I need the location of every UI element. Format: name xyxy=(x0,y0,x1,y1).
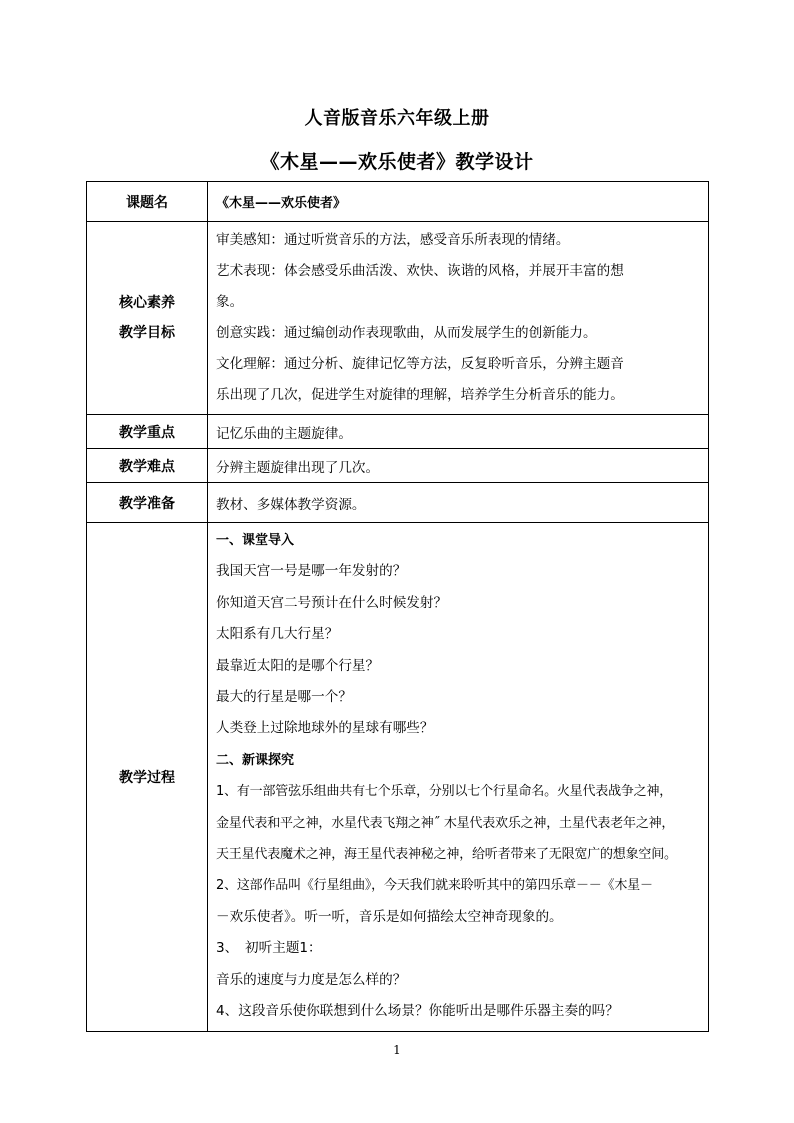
table-row-topic xyxy=(87,182,709,222)
question-line: 你知道天宫二号预计在什么时候发射？ xyxy=(216,594,448,611)
table-row-process xyxy=(87,523,709,1032)
key-point-value: 记忆乐曲的主题旋律。 xyxy=(208,415,709,449)
preparation-value: 教材、多媒体教学资源。 xyxy=(208,483,709,523)
question-line: 人类登上过除地球外的星球有哪些？ xyxy=(216,720,434,737)
process-content xyxy=(208,523,709,1032)
preparation-label: 教学准备 xyxy=(87,483,208,523)
body-line: 1、有一部管弦乐组曲共有七个乐章，分别以七个行星命名。火星代表战争之神， xyxy=(216,784,673,800)
body-line: 4、这段音乐使你联想到什么场景？你能听出是哪件乐器主奏的吗？ xyxy=(216,1003,619,1020)
question-line: 最大的行星是哪一个？ xyxy=(216,689,352,706)
difficulty-label: 教学难点 xyxy=(87,449,208,483)
section-title: 二、新课探究 xyxy=(216,752,295,768)
lesson-title: 《木星——欢乐使者》教学设计 xyxy=(260,151,534,173)
goals-content xyxy=(208,222,709,415)
goal-line: 乐出现了几次，促进学生对旋律的理解，培养学生分析音乐的能力。 xyxy=(216,387,624,403)
body-line: 天王星代表魔术之神，海王星代表神秘之神，给听者带来了无限宽广的想象空间。 xyxy=(216,847,677,863)
body-line: 3、 初听主题1： xyxy=(216,940,322,957)
goal-line: 文化理解：通过分析、旋律记忆等方法，反复聆听音乐，分辨主题音 xyxy=(216,356,624,372)
body-line: －欢乐使者》。听一听，音乐是如何描绘太空神奇现象的。 xyxy=(216,908,563,925)
goal-line: 审美感知：通过听赏音乐的方法，感受音乐所表现的情绪。 xyxy=(216,232,570,248)
table-row-difficulty xyxy=(87,449,709,483)
process-label: 教学过程 xyxy=(87,523,208,1032)
key-point-label: 教学重点 xyxy=(87,415,208,449)
goals-label xyxy=(87,222,208,415)
question-line: 最靠近太阳的是哪个行星？ xyxy=(216,657,380,674)
topic-label: 课题名 xyxy=(87,182,208,222)
table-row-goals xyxy=(87,222,709,415)
question-line: 我国天宫一号是哪一年发射的？ xyxy=(216,563,407,580)
table-row-key-point xyxy=(87,415,709,449)
difficulty-value: 分辨主题旋律出现了几次。 xyxy=(208,449,709,483)
goals-label-line1: 核心素养 xyxy=(119,295,175,311)
topic-value: 《木星——欢乐使者》 xyxy=(208,182,709,222)
body-line: 音乐的速度与力度是怎么样的？ xyxy=(216,971,407,988)
table-row-preparation xyxy=(87,483,709,523)
question-line: 太阳系有几大行星？ xyxy=(216,626,339,643)
goal-line: 创意实践：通过编创动作表现歌曲，从而发展学生的创新能力。 xyxy=(216,325,597,341)
page-number: 1 xyxy=(393,1043,401,1057)
document-title: 人音版音乐六年级上册 xyxy=(304,108,490,129)
lesson-plan-table xyxy=(86,181,709,1032)
body-line: 金星代表和平之神，水星代表飞翔之神˝ 木星代表欢乐之神，土星代表老年之神， xyxy=(216,815,675,831)
goal-line: 艺术表现：体会感受乐曲活泼、欢快、诙谐的风格，并展开丰富的想 xyxy=(216,263,624,279)
goals-label-line2: 教学目标 xyxy=(119,325,175,341)
section-title: 一、课堂导入 xyxy=(216,533,295,548)
body-line: 2、这部作品叫《行星组曲》，今天我们就来聆听其中的第四乐章－－《木星－ xyxy=(216,878,653,894)
goal-line: 象。 xyxy=(216,294,244,310)
